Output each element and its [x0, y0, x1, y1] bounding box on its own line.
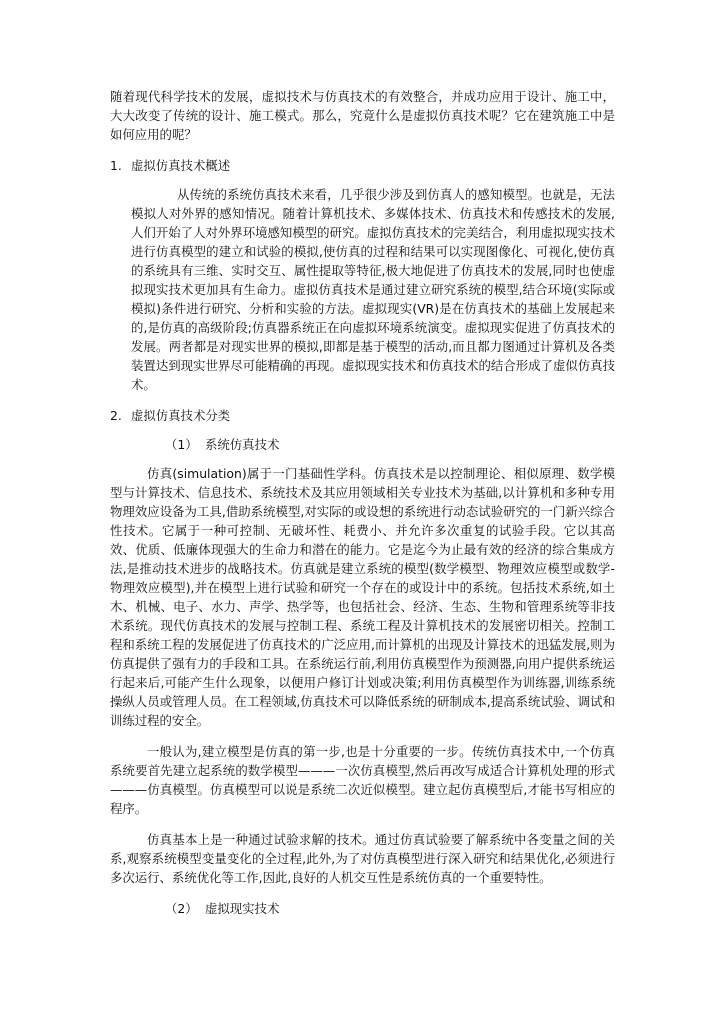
subsection-1-paragraph-2: 一般认为,建立模型是仿真的第一步,也是十分重要的一步。传统仿真技术中,一个仿真系统要首先建立起系统的数学模型———一次仿真模型,然后再改写成适合计算机处理的形式———仿真模型。仿真模型可以说是系统二次近似模型。建立起仿真模型后,才能书写相应的程序。: [110, 744, 615, 816]
section-2-heading: [110, 406, 615, 425]
subsection-1-heading: [165, 435, 615, 454]
section-2-title: 虚拟仿真技术分类: [131, 408, 231, 423]
subsection-1-paragraph-1: 仿真(simulation)属于一门基础性学科。仿真技术是以控制理论、相似原理、数学模型与计算技术、信息技术、系统技术及其应用领域相关专业技术为基础,以计算机和多种专用物理效应设备为工具,借助系统模型,对实际的或设想的系统进行动态试验研究的一门新兴综合性技术。它属于一种可控制、无破坏性、耗费小、并允许多次重复的试验手段。它以其高效、优质、低廉体现强大的生命力和潜在的能力。它是迄今为止最有效的经济的综合集成方法,是推动技术进步的战略技术。仿真就是建立系统的模型(数学模型、物理效应模型或数学-物理效应模型),并在模型上进行试验和研究一个存在的或设计中的系统。包括技术系统,如土木、机械、电子、水力、声学、热学等，也包括社会、经济、生态、生物和管理系统等非技术系统。现代仿真技术的发展与控制工程、系统工程及计算机技术的发展密切相关。控制工程和系统工程的发展促进了仿真技术的广泛应用,而计算机的出现及计算技术的迅猛发展,则为仿真提供了强有力的手段和工具。在系统运行前,利用仿真模型作为预测器,向用户提供系统运行起来后,可能产生什么现象，以便用户修订计划或决策;利用仿真模型作为训练器,训练系统操纵人员或管理人员。在工程领域,仿真技术可以降低系统的研制成本,提高系统试验、调试和训练过程的安全。: [110, 466, 615, 728]
section-1-number: 1.: [110, 158, 122, 173]
subsection-2-number: （2）: [165, 901, 198, 916]
section-1-paragraph: 从传统的系统仿真技术来看，几乎很少涉及到仿真人的感知模型。也就是，无法模拟人对外界的感知情况。随着计算机技术、多媒体技术、仿真技术和传感技术的发展,人们开始了人对外界环境感知模型的研究。虚拟仿真技术的完美结合，利用虚拟现实技术进行仿真模型的建立和试验的模拟,使仿真的过程和结果可以实现图像化、可视化,使仿真的系统具有三维、实时交互、属性提取等特征,极大地促进了仿真技术的发展,同时也使虚拟现实技术更加具有生命力。虚拟仿真技术是通过建立研究系统的模型,结合环境(实际或模拟)条件进行研究、分析和实验的方法。虚拟现实(VR)是在仿真技术的基础上发展起来的,是仿真的高级阶段;仿真器系统正在向虚拟环境系统演变。虚拟现实促进了仿真技术的发展。两者都是对现实世界的模拟,即都是基于模型的活动,而且都力图通过计算机及各类装置达到现实世界尽可能精确的再现。虚拟现实技术和仿真技术的结合形成了虚似仿真技术。: [131, 187, 615, 392]
subsection-1-title: 系统仿真技术: [205, 437, 280, 452]
subsection-1-paragraph-3: 仿真基本上是一种通过试验求解的技术。通过仿真试验要了解系统中各变量之间的关系,观察系统模型变量变化的全过程,此外,为了对仿真模型进行深入研究和结果优化,必须进行多次运行、系统优化等工作,因此,良好的人机交互性是系统仿真的一个重要特性。: [110, 832, 615, 885]
section-1-title: 虚拟仿真技术概述: [131, 158, 231, 173]
section-2-number: 2.: [110, 408, 122, 423]
intro-paragraph: 随着现代科学技术的发展，虚拟技术与仿真技术的有效整合，并成功应用于设计、施工中，大大改变了传统的设计、施工模式。那么，究竟什么是虚拟仿真技术呢？它在建筑施工中是如何应用的呢？: [110, 89, 615, 142]
subsection-2-heading: [165, 899, 615, 918]
subsection-1-number: （1）: [165, 437, 198, 452]
subsection-2-title: 虚拟现实技术: [205, 901, 280, 916]
document-page: [110, 87, 615, 928]
section-1-heading: [110, 156, 615, 175]
